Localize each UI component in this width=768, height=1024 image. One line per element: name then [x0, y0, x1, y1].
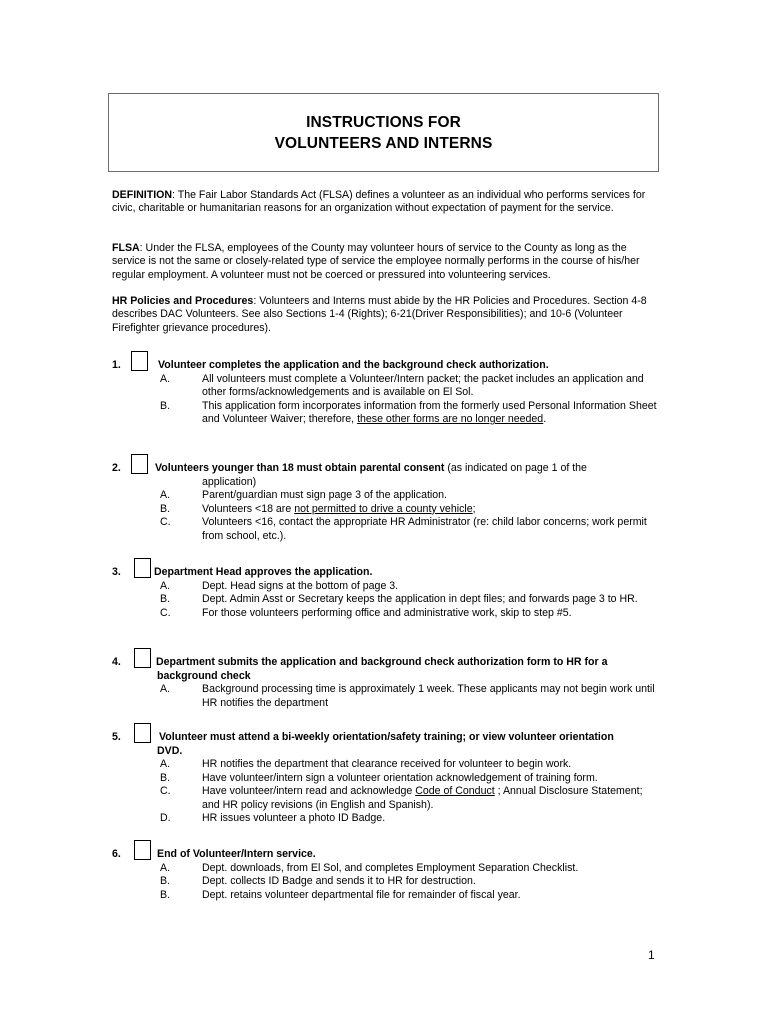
- list-item: B. Volunteers <18 are not permitted to drive a county vehicle;: [160, 502, 476, 515]
- step-checkbox[interactable]: [134, 648, 151, 668]
- list-item: B. Dept. collects ID Badge and sends it to HR for destruction.: [160, 875, 476, 888]
- step-3: [112, 566, 657, 620]
- hr-policies-text: : Volunteers and Interns must abide by the HR Policies and Procedures. Section 4-8 describes DAC Volunteers. See also Sections 1-4 (Rights); 6-21(Driver Responsibilities); and 10-6 (Volunteer Firefighter grievance procedures).: [112, 295, 647, 334]
- list-item: C. Volunteers <16, contact the appropriate HR Administrator (re: child labor concerns; work permit from school, etc.).: [160, 516, 647, 542]
- step-title: Volunteers younger than 18 must obtain parental consent: [155, 462, 445, 474]
- step-title: Volunteer completes the application and the background check authorization.: [158, 359, 549, 371]
- step-title-continuation: DVD.: [157, 745, 183, 757]
- step-2: [112, 462, 657, 543]
- step-number: 1.: [112, 359, 121, 371]
- hr-policies-label: HR Policies and Procedures: [112, 295, 254, 307]
- step-checkbox[interactable]: [134, 840, 151, 860]
- step-4: [112, 656, 657, 710]
- list-item: C. For those volunteers performing office and administrative work, skip to step #5.: [160, 606, 572, 619]
- definition-paragraph: [112, 189, 652, 216]
- list-item: A. All volunteers must complete a Volunteer/Intern packet; the packet includes an application and other forms/acknowledgements and is available on El Sol.: [160, 373, 644, 399]
- step-number: 2.: [112, 462, 121, 474]
- step-title-continuation: application): [202, 476, 257, 488]
- list-item: B. This application form incorporates information from the formerly used Personal Information Sheet and Volunteer Waiver; therefore, these other forms are no longer needed.: [160, 399, 657, 426]
- flsa-paragraph: [112, 242, 652, 282]
- step-checkbox[interactable]: [131, 351, 148, 371]
- flsa-label: FLSA: [112, 242, 140, 254]
- list-item: A. Background processing time is approximately 1 week. These applicants may not begin work until HR notifies the department: [160, 683, 655, 709]
- step-number: 5.: [112, 731, 121, 743]
- list-item: B. Have volunteer/intern sign a volunteer orientation acknowledgement of training form.: [160, 771, 598, 784]
- list-item: B. Dept. retains volunteer departmental file for remainder of fiscal year.: [160, 888, 521, 901]
- flsa-text: : Under the FLSA, employees of the County may volunteer hours of service to the County as long as the service is not the same or closely-related type of service the employee normally performs in the course of his/her regular employment. A volunteer must not be coerced or pressured into volunteering services.: [112, 242, 640, 281]
- list-item: B. Dept. Admin Asst or Secretary keeps the application in dept files; and forwards page 3 to HR.: [160, 593, 638, 606]
- step-title: End of Volunteer/Intern service.: [157, 848, 316, 860]
- step-number: 4.: [112, 656, 121, 668]
- step-title-note: (as indicated on page 1 of the: [444, 462, 587, 474]
- list-item: A. HR notifies the department that clearance received for volunteer to begin work.: [160, 758, 572, 771]
- page-number: 1: [648, 948, 655, 962]
- step-6: [112, 848, 657, 902]
- step-title-continuation: background check: [157, 670, 251, 682]
- list-item: C. Have volunteer/intern read and acknowledge Code of Conduct ; Annual Disclosure Statement; and HR policy revisions (in English and Spanish).: [160, 785, 643, 811]
- step-checkbox[interactable]: [134, 558, 151, 578]
- list-item: A. Parent/guardian must sign page 3 of the application.: [160, 489, 447, 502]
- title-box: [108, 93, 659, 172]
- step-title: Department Head approves the application.: [154, 566, 373, 578]
- document-title-line-2: VOLUNTEERS AND INTERNS: [274, 134, 493, 152]
- list-item: A. Dept. Head signs at the bottom of page 3.: [160, 580, 399, 592]
- step-title: Volunteer must attend a bi-weekly orientation/safety training; or view volunteer orientation: [159, 731, 614, 743]
- definition-text: : The Fair Labor Standards Act (FLSA) defines a volunteer as an individual who performs services for civic, charitable or humanitarian reasons for an organization without expectation of payment for the service.: [112, 189, 646, 215]
- step-checkbox[interactable]: [131, 454, 148, 474]
- list-item: D. HR issues volunteer a photo ID Badge.: [160, 812, 386, 825]
- underlined-text: not permitted to drive a county vehicle: [294, 502, 473, 515]
- step-5: [112, 731, 657, 825]
- definition-label: DEFINITION: [112, 189, 173, 201]
- step-number: 3.: [112, 566, 121, 578]
- underlined-text: these other forms are no longer needed: [357, 413, 544, 426]
- underlined-text: Code of Conduct: [415, 785, 495, 798]
- step-checkbox[interactable]: [134, 723, 151, 743]
- step-number: 6.: [112, 848, 121, 860]
- document-title-line-1: INSTRUCTIONS FOR: [306, 113, 461, 131]
- step-title: Department submits the application and background check authorization form to HR for a: [156, 656, 608, 668]
- step-1: [112, 359, 657, 427]
- hr-policies-paragraph: [112, 295, 652, 335]
- list-item: A. Dept. downloads, from El Sol, and completes Employment Separation Checklist.: [160, 862, 579, 874]
